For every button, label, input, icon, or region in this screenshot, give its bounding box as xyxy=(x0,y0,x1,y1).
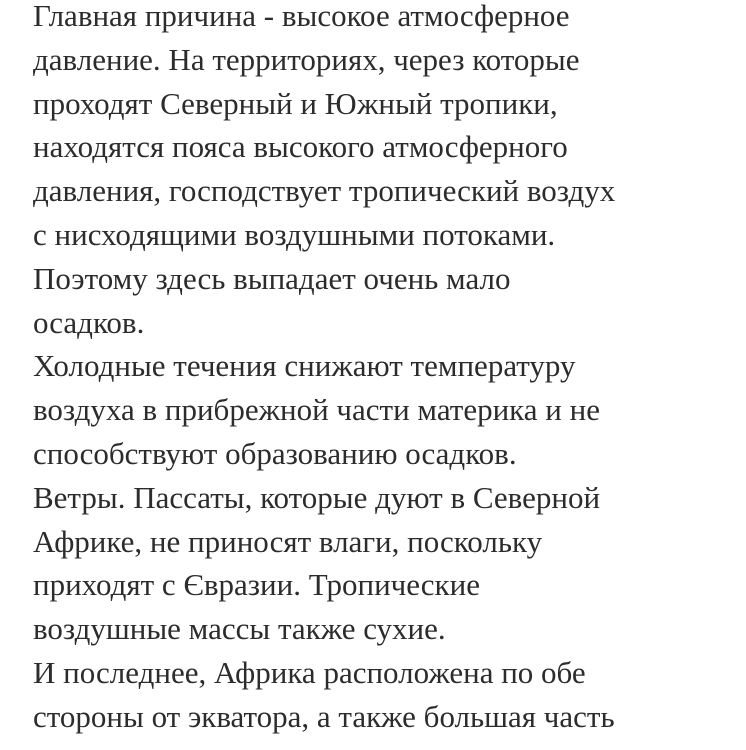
text-line: находятся пояса высокого атмосферного xyxy=(33,129,568,165)
text-line: Главная причина - высокое атмосферное xyxy=(33,0,570,33)
text-line: приходят с Євразии. Тропические xyxy=(33,567,480,603)
text-line: воздушные массы также сухие. xyxy=(33,611,446,647)
text-line: осадков. xyxy=(33,304,145,340)
text-line: И последнее, Африка расположена по обе xyxy=(33,654,586,690)
text-line: Холодные течения снижают температуру xyxy=(33,348,576,384)
text-line: Ветры. Пассаты, которые дуют в Северной xyxy=(33,479,601,515)
text-line: проходят Северный и Южный тропики, xyxy=(33,85,558,121)
text-line: давление. На территориях, через которые xyxy=(33,41,580,77)
text-line: способствуют образованию осадков. xyxy=(33,435,517,471)
text-line: стороны от экватора, а также большая часть xyxy=(33,698,615,734)
text-line: давления, господствует тропический воздух xyxy=(33,173,616,209)
text-line: Поэтому здесь выпадает очень мало xyxy=(33,260,511,296)
text-line: Африке, не приносят влаги, поскольку xyxy=(33,523,543,559)
document-text xyxy=(33,0,733,739)
text-line: воздуха в прибрежной части материка и не xyxy=(33,392,600,428)
text-line: с нисходящими воздушными потоками. xyxy=(33,216,556,252)
